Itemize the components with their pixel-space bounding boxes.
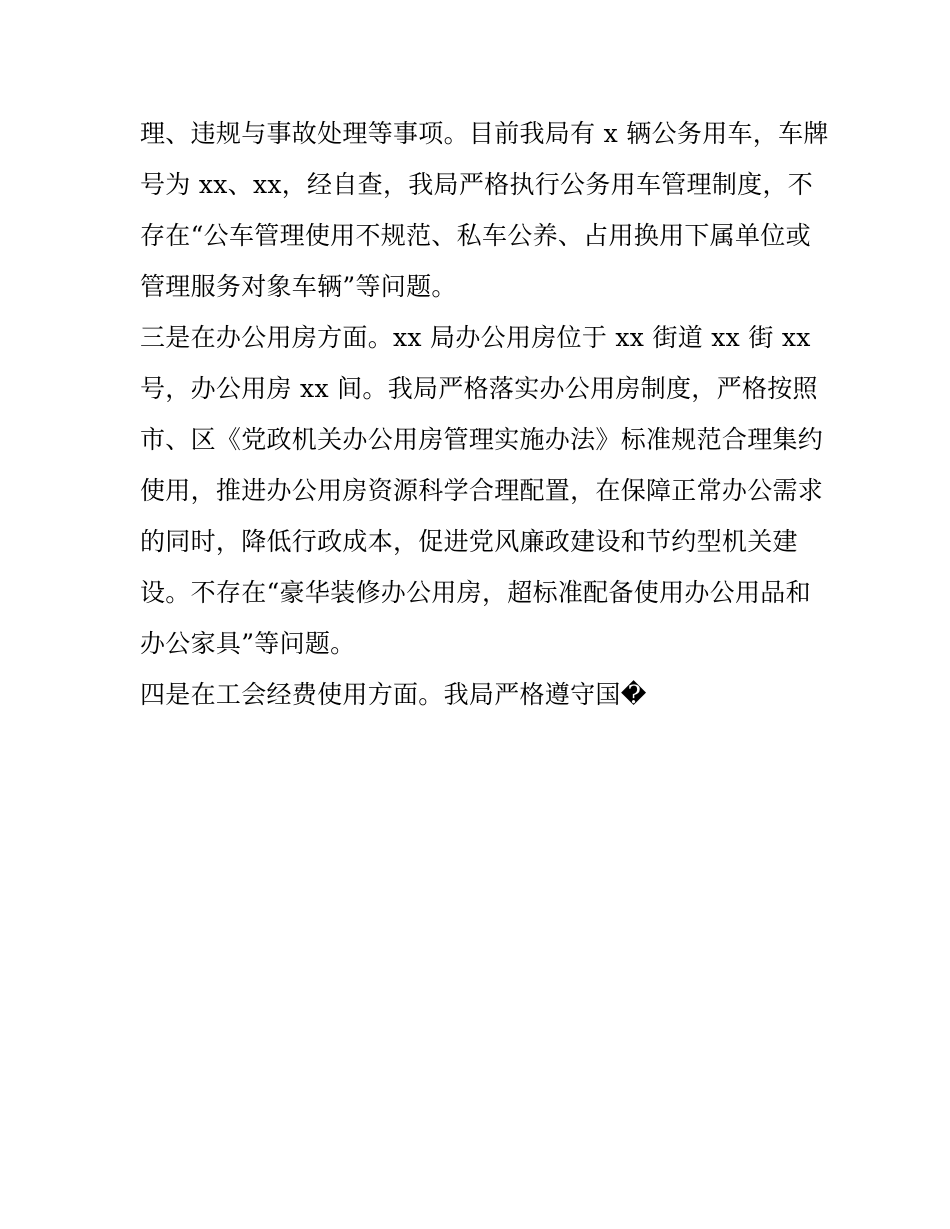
text-line: 设。不存在“豪华装修办公用房，超标准配备使用办公用品和	[140, 578, 811, 607]
text-line: 号，办公用房 xx 间。我局严格落实办公用房制度，严格按照	[140, 374, 818, 403]
text-line: 市、区《党政机关办公用房管理实施办法》标准规范合理集约	[140, 425, 824, 454]
body-text	[140, 108, 840, 720]
text-line: 号为 xx、xx，经自查，我局严格执行公务用车管理制度，不	[140, 170, 814, 199]
text-line: 四是在工会经费使用方面。我局严格遵守国�	[140, 680, 647, 709]
text-line: 办公家具”等问题。	[140, 629, 356, 658]
text-line: 的同时，降低行政成本，促进党风廉政建设和节约型机关建	[140, 527, 798, 556]
text-line: 管理服务对象车辆”等问题。	[140, 272, 457, 301]
text-line: 三是在办公用房方面。xx 局办公用房位于 xx 街道 xx 街 xx	[140, 323, 811, 352]
text-line: 存在“公车管理使用不规范、私车公养、占用换用下属单位或	[140, 221, 811, 250]
text-line: 理、违规与事故处理等事项。目前我局有 x 辆公务用车，车牌	[140, 119, 829, 148]
text-line: 使用，推进办公用房资源科学合理配置，在保障正常办公需求	[140, 476, 824, 505]
